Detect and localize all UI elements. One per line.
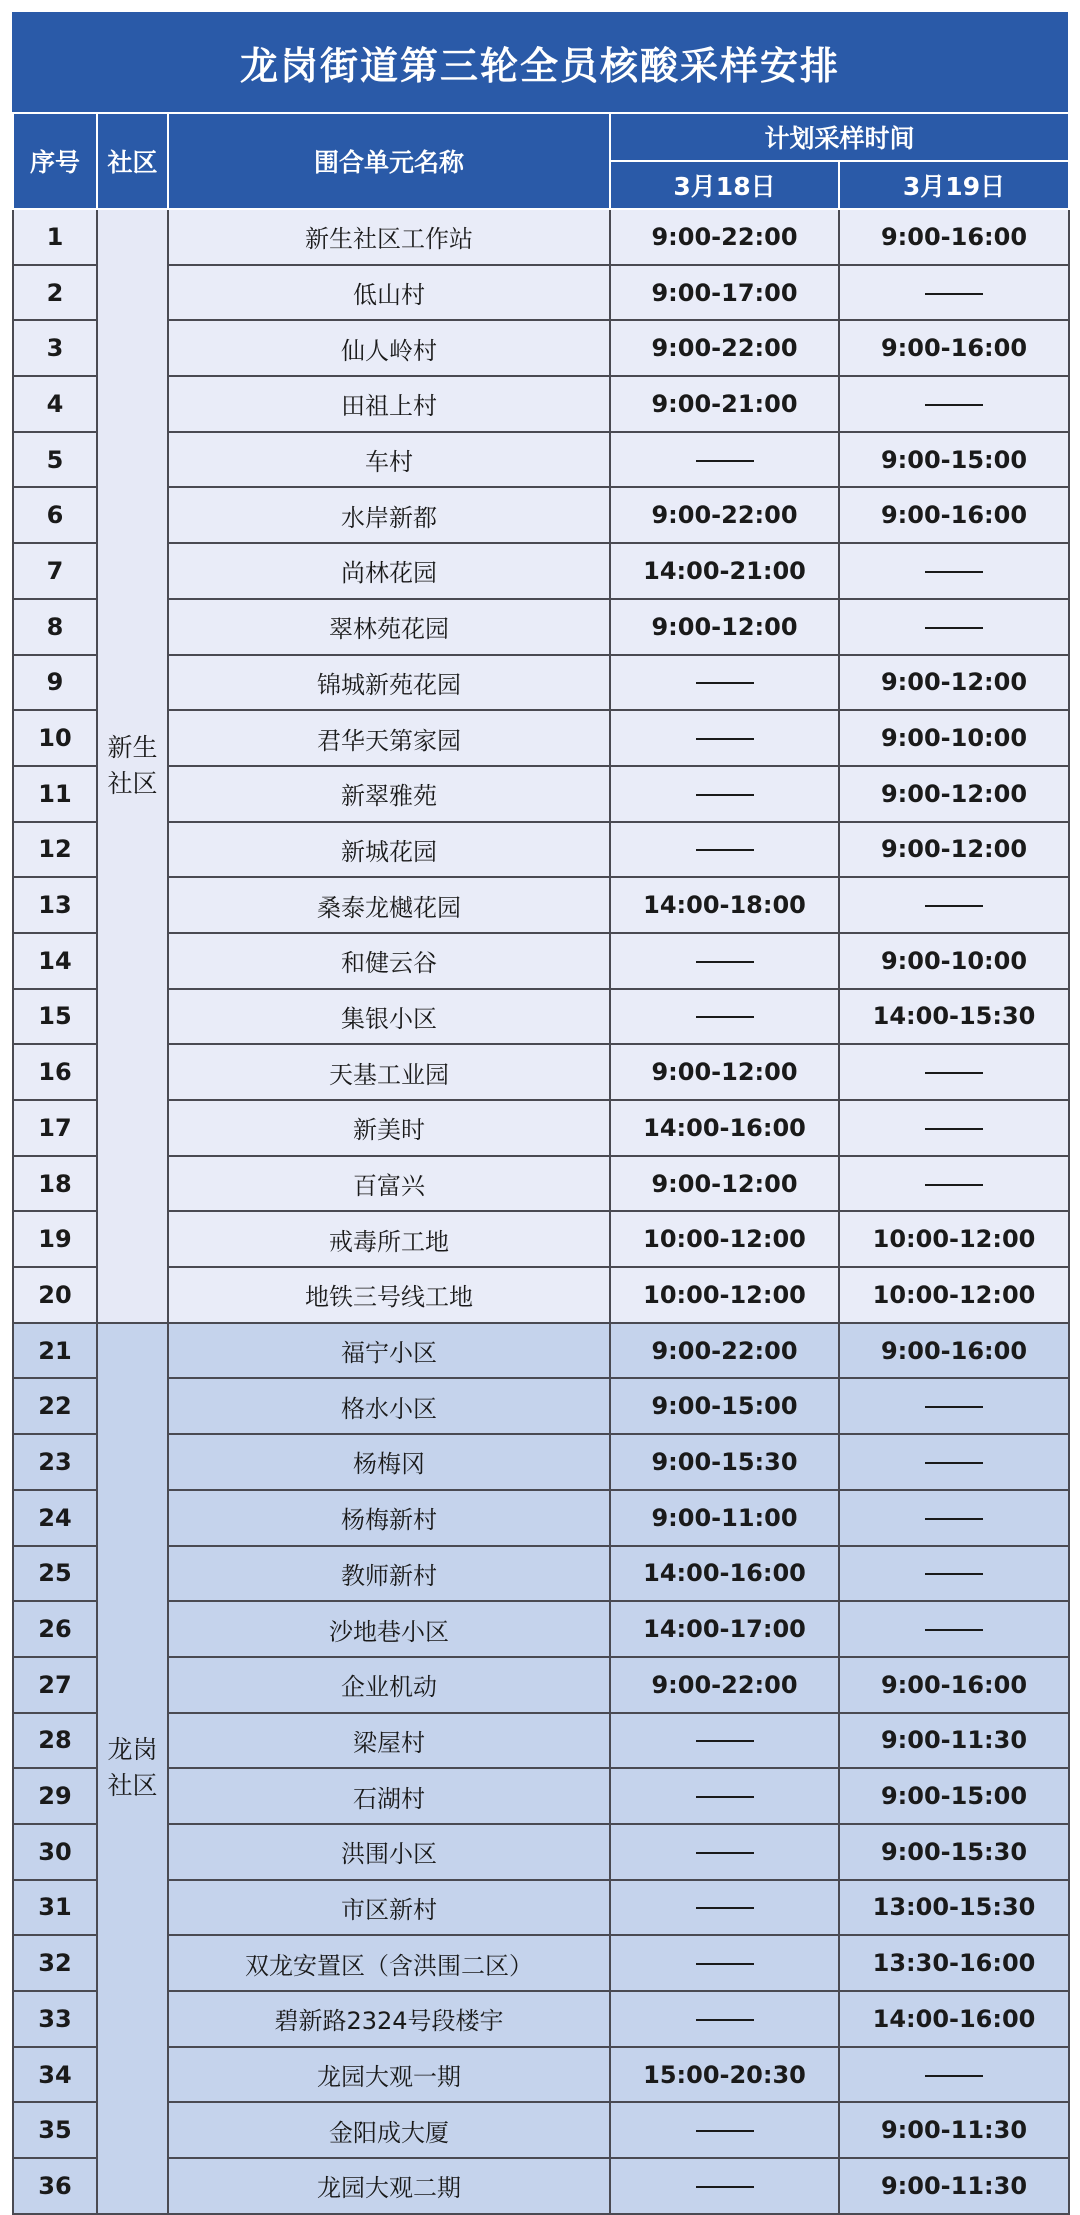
time-mar-19 [839,2047,1069,2103]
time-mar-19 [839,1601,1069,1657]
row-number: 4 [13,376,97,432]
row-number: 2 [13,265,97,321]
table-row [13,989,1069,1045]
not-scheduled-dash [925,1072,983,1074]
row-number: 16 [13,1044,97,1100]
not-scheduled-dash [696,961,754,963]
not-scheduled-dash [696,1740,754,1742]
table-row [13,710,1069,766]
time-mar-19: 10:00-12:00 [839,1211,1069,1267]
table-row [13,209,1069,265]
table-row [13,766,1069,822]
not-scheduled-dash [696,682,754,684]
header-seq: 序号 [13,113,97,209]
time-mar-19: 13:30-16:00 [839,1935,1069,1991]
header-date-2: 3月19日 [839,161,1069,209]
not-scheduled-dash [925,1184,983,1186]
table-row [13,2158,1069,2214]
row-number: 33 [13,1991,97,2047]
unit-name: 和健云谷 [168,933,610,989]
not-scheduled-dash [696,1016,754,1018]
row-number: 1 [13,209,97,265]
row-number: 9 [13,655,97,711]
community-name-line2: 社区 [107,1771,158,1801]
row-number: 36 [13,2158,97,2214]
unit-name: 企业机动 [168,1657,610,1713]
unit-name: 福宁小区 [168,1323,610,1379]
not-scheduled-dash [925,627,983,629]
unit-name: 沙地巷小区 [168,1601,610,1657]
table-row [13,599,1069,655]
unit-name: 新翠雅苑 [168,766,610,822]
time-mar-18 [610,766,839,822]
table-row [13,1211,1069,1267]
row-number: 3 [13,320,97,376]
time-mar-19 [839,1156,1069,1212]
time-mar-18: 9:00-12:00 [610,599,839,655]
time-mar-18 [610,822,839,878]
time-mar-19 [839,1490,1069,1546]
unit-name: 车村 [168,432,610,488]
unit-name: 锦城新苑花园 [168,655,610,711]
row-number: 32 [13,1935,97,1991]
table-row [13,1768,1069,1824]
time-mar-19: 9:00-11:30 [839,2158,1069,2214]
time-mar-18 [610,1824,839,1880]
table-row [13,1601,1069,1657]
unit-name: 龙园大观二期 [168,2158,610,2214]
time-mar-19: 9:00-12:00 [839,822,1069,878]
time-mar-19 [839,1378,1069,1434]
time-mar-19: 9:00-15:00 [839,1768,1069,1824]
unit-name: 低山村 [168,265,610,321]
table-row [13,1100,1069,1156]
community-name-line1: 龙岗 [107,1735,158,1765]
time-mar-19: 10:00-12:00 [839,1267,1069,1323]
row-number: 25 [13,1546,97,1602]
header-community: 社区 [97,113,168,209]
time-mar-19: 9:00-16:00 [839,1657,1069,1713]
time-mar-19 [839,265,1069,321]
time-mar-19: 9:00-12:00 [839,655,1069,711]
not-scheduled-dash [925,571,983,573]
row-number: 31 [13,1880,97,1936]
row-number: 7 [13,543,97,599]
row-number: 11 [13,766,97,822]
time-mar-18 [610,1880,839,1936]
unit-name: 龙园大观一期 [168,2047,610,2103]
row-number: 29 [13,1768,97,1824]
time-mar-19 [839,1100,1069,1156]
unit-name: 戒毒所工地 [168,1211,610,1267]
row-number: 26 [13,1601,97,1657]
time-mar-18: 9:00-22:00 [610,1323,839,1379]
table-row [13,1378,1069,1434]
row-number: 19 [13,1211,97,1267]
not-scheduled-dash [925,1629,983,1631]
row-number: 30 [13,1824,97,1880]
community-name-line1: 新生 [107,732,158,762]
not-scheduled-dash [925,1406,983,1408]
row-number: 34 [13,2047,97,2103]
table-row [13,1713,1069,1769]
table-row [13,1044,1069,1100]
time-mar-18 [610,1991,839,2047]
time-mar-19 [839,376,1069,432]
not-scheduled-dash [696,2130,754,2132]
time-mar-18: 14:00-18:00 [610,877,839,933]
time-mar-18 [610,1768,839,1824]
row-number: 35 [13,2102,97,2158]
time-mar-19: 9:00-11:30 [839,1713,1069,1769]
table-row [13,1657,1069,1713]
row-number: 23 [13,1434,97,1490]
not-scheduled-dash [925,1462,983,1464]
time-mar-18 [610,1935,839,1991]
row-number: 24 [13,1490,97,1546]
table-row [13,655,1069,711]
table-row [13,376,1069,432]
time-mar-19 [839,599,1069,655]
row-number: 21 [13,1323,97,1379]
time-mar-19: 9:00-15:00 [839,432,1069,488]
time-mar-18: 9:00-12:00 [610,1156,839,1212]
table-row [13,1935,1069,1991]
unit-name: 格水小区 [168,1378,610,1434]
time-mar-19 [839,877,1069,933]
not-scheduled-dash [696,2019,754,2021]
unit-name: 百富兴 [168,1156,610,1212]
time-mar-19: 9:00-16:00 [839,209,1069,265]
row-number: 27 [13,1657,97,1713]
unit-name: 尚林花园 [168,543,610,599]
unit-name: 新生社区工作站 [168,209,610,265]
row-number: 18 [13,1156,97,1212]
time-mar-18: 14:00-16:00 [610,1546,839,1602]
time-mar-18: 14:00-17:00 [610,1601,839,1657]
time-mar-19: 9:00-12:00 [839,766,1069,822]
table-row [13,1991,1069,2047]
time-mar-19: 9:00-16:00 [839,487,1069,543]
row-number: 10 [13,710,97,766]
time-mar-19 [839,1546,1069,1602]
time-mar-18: 9:00-12:00 [610,1044,839,1100]
table-row [13,320,1069,376]
unit-name: 君华天第家园 [168,710,610,766]
unit-name: 市区新村 [168,1880,610,1936]
header-date-1: 3月18日 [610,161,839,209]
time-mar-18 [610,989,839,1045]
time-mar-18: 9:00-21:00 [610,376,839,432]
time-mar-18 [610,933,839,989]
table-row [13,1323,1069,1379]
not-scheduled-dash [925,404,983,406]
unit-name: 杨梅冈 [168,1434,610,1490]
not-scheduled-dash [925,1128,983,1130]
not-scheduled-dash [696,2186,754,2188]
table-row [13,2047,1069,2103]
unit-name: 教师新村 [168,1546,610,1602]
unit-name: 翠林苑花园 [168,599,610,655]
table-row [13,1434,1069,1490]
row-number: 22 [13,1378,97,1434]
not-scheduled-dash [925,1573,983,1575]
unit-name: 新城花园 [168,822,610,878]
time-mar-18: 10:00-12:00 [610,1211,839,1267]
not-scheduled-dash [696,1907,754,1909]
table-row [13,877,1069,933]
time-mar-19: 14:00-15:30 [839,989,1069,1045]
time-mar-18 [610,710,839,766]
table-row [13,1880,1069,1936]
time-mar-18 [610,2102,839,2158]
table-row [13,822,1069,878]
unit-name: 梁屋村 [168,1713,610,1769]
time-mar-18: 14:00-21:00 [610,543,839,599]
time-mar-19: 9:00-16:00 [839,1323,1069,1379]
time-mar-18: 9:00-22:00 [610,320,839,376]
time-mar-19: 13:00-15:30 [839,1880,1069,1936]
unit-name: 集银小区 [168,989,610,1045]
time-mar-18: 9:00-11:00 [610,1490,839,1546]
row-number: 12 [13,822,97,878]
unit-name: 地铁三号线工地 [168,1267,610,1323]
time-mar-18 [610,655,839,711]
time-mar-19 [839,543,1069,599]
row-number: 17 [13,1100,97,1156]
table-row [13,2102,1069,2158]
time-mar-18: 9:00-22:00 [610,487,839,543]
row-number: 8 [13,599,97,655]
table-row [13,543,1069,599]
time-mar-19: 9:00-11:30 [839,2102,1069,2158]
table-row [13,1267,1069,1323]
not-scheduled-dash [925,293,983,295]
unit-name: 桑泰龙樾花园 [168,877,610,933]
time-mar-19 [839,1434,1069,1490]
unit-name: 水岸新都 [168,487,610,543]
community-cell [97,1323,168,2214]
time-mar-18: 9:00-15:00 [610,1378,839,1434]
schedule-sheet [12,0,1068,2203]
not-scheduled-dash [925,2075,983,2077]
unit-name: 双龙安置区（含洪围二区） [168,1935,610,1991]
unit-name: 碧新路2324号段楼宇 [168,1991,610,2047]
unit-name: 洪围小区 [168,1824,610,1880]
table-row [13,1824,1069,1880]
row-number: 15 [13,989,97,1045]
time-mar-18: 14:00-16:00 [610,1100,839,1156]
table-row [13,933,1069,989]
not-scheduled-dash [696,849,754,851]
table-row [13,432,1069,488]
header-unit-name: 围合单元名称 [168,113,610,209]
row-number: 5 [13,432,97,488]
time-mar-18 [610,1713,839,1769]
time-mar-18: 15:00-20:30 [610,2047,839,2103]
not-scheduled-dash [696,794,754,796]
table-row [13,487,1069,543]
not-scheduled-dash [696,1852,754,1854]
not-scheduled-dash [696,1796,754,1798]
time-mar-19: 9:00-10:00 [839,710,1069,766]
time-mar-19: 9:00-10:00 [839,933,1069,989]
time-mar-19: 9:00-15:30 [839,1824,1069,1880]
community-cell [97,209,168,1323]
unit-name: 金阳成大厦 [168,2102,610,2158]
time-mar-18: 9:00-17:00 [610,265,839,321]
time-mar-18: 10:00-12:00 [610,1267,839,1323]
unit-name: 石湖村 [168,1768,610,1824]
time-mar-19: 9:00-16:00 [839,320,1069,376]
unit-name: 仙人岭村 [168,320,610,376]
time-mar-18: 9:00-22:00 [610,209,839,265]
row-number: 20 [13,1267,97,1323]
time-mar-18: 9:00-22:00 [610,1657,839,1713]
time-mar-19 [839,1044,1069,1100]
community-name-line2: 社区 [107,768,158,798]
unit-name: 杨梅新村 [168,1490,610,1546]
row-number: 28 [13,1713,97,1769]
unit-name: 天基工业园 [168,1044,610,1100]
not-scheduled-dash [925,905,983,907]
not-scheduled-dash [925,1518,983,1520]
table-row [13,1156,1069,1212]
unit-name: 新美时 [168,1100,610,1156]
schedule-table [12,112,1070,2215]
not-scheduled-dash [696,460,754,462]
table-row [13,1546,1069,1602]
page-title: 龙岗街道第三轮全员核酸采样安排 [12,12,1068,112]
time-mar-18 [610,432,839,488]
not-scheduled-dash [696,738,754,740]
unit-name: 田祖上村 [168,376,610,432]
row-number: 6 [13,487,97,543]
header-plan-time: 计划采样时间 [610,113,1069,161]
row-number: 13 [13,877,97,933]
table-row [13,265,1069,321]
row-number: 14 [13,933,97,989]
not-scheduled-dash [696,1963,754,1965]
time-mar-19: 14:00-16:00 [839,1991,1069,2047]
time-mar-18 [610,2158,839,2214]
time-mar-18: 9:00-15:30 [610,1434,839,1490]
table-row [13,1490,1069,1546]
